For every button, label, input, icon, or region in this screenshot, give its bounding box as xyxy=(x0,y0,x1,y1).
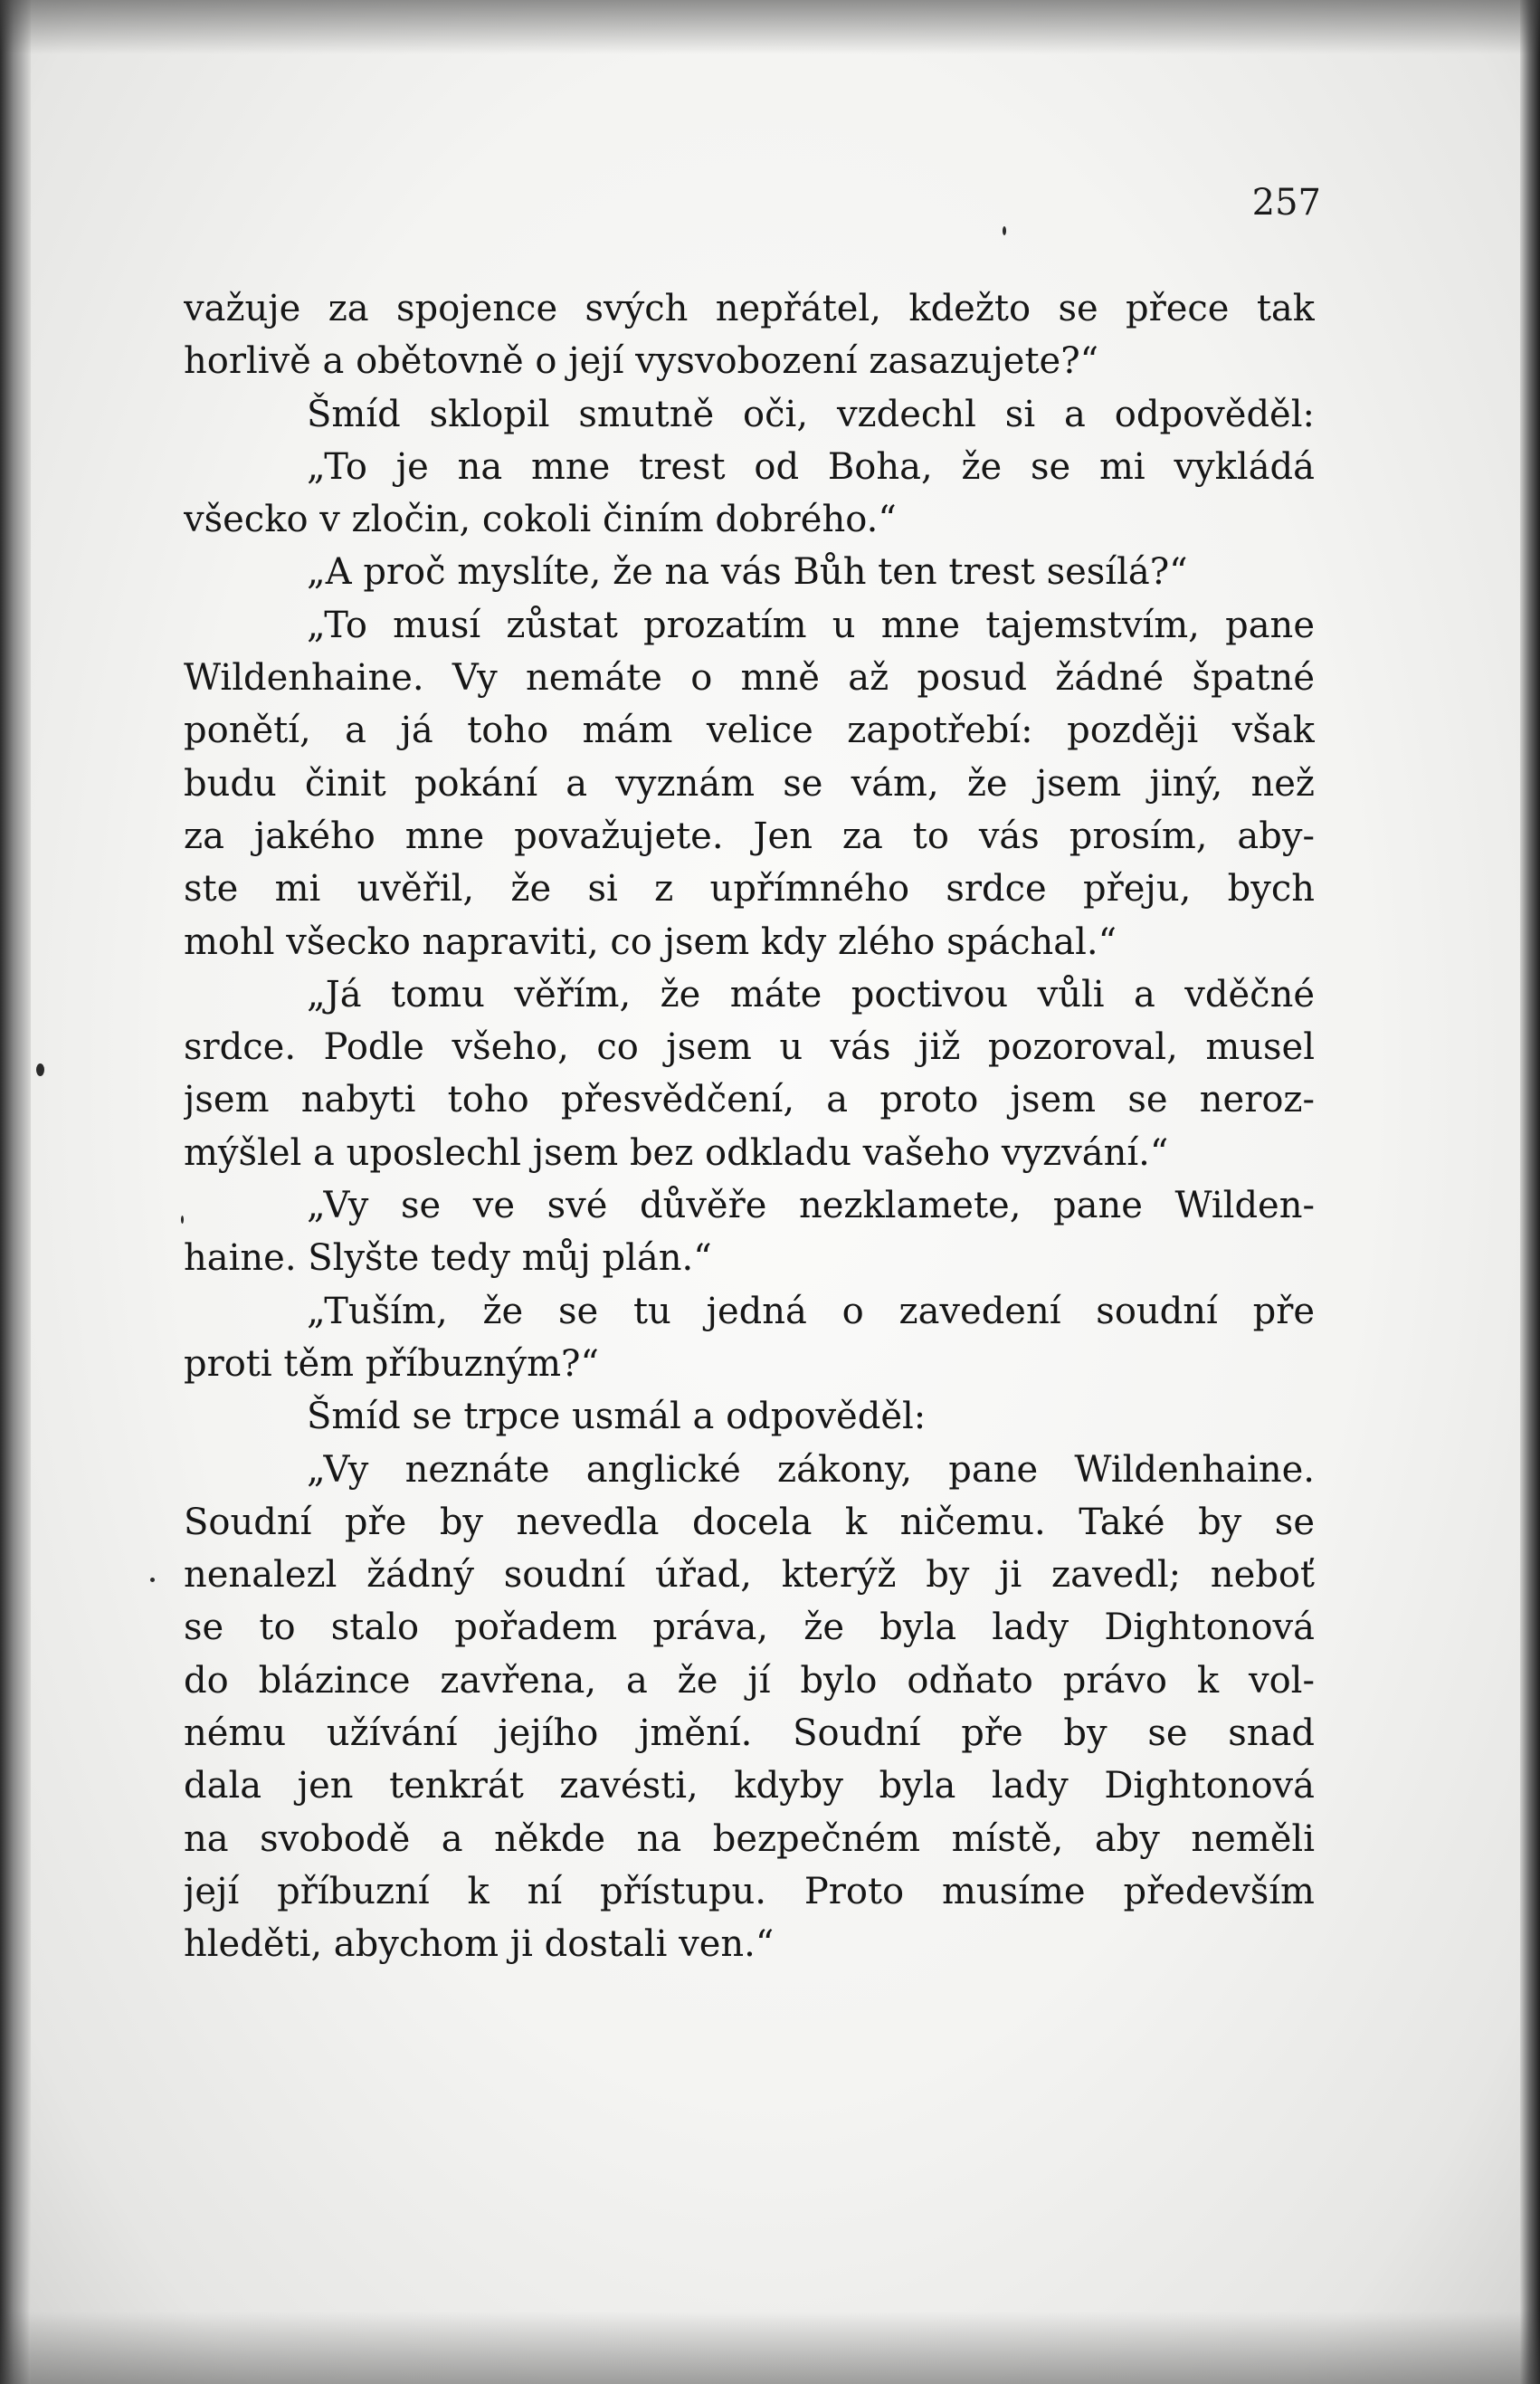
scan-speck xyxy=(150,1578,155,1582)
text-line: „A proč myslíte, že na vás Bůh ten trest sesílá?“ xyxy=(307,551,1188,594)
text-line: „Tuším, že se tu jedná o zavedení soudní pře xyxy=(307,1290,1315,1332)
text-line: jsem nabyti toho přesvědčení, a proto jsem se neroz- xyxy=(184,1079,1315,1121)
text-line: za jakého mne považujete. Jen za to vás prosím, aby- xyxy=(184,815,1315,857)
text-line: hleděti, abychom ji dostali ven.“ xyxy=(184,1923,775,1966)
text-line: haine. Slyšte tedy můj plán.“ xyxy=(184,1237,712,1280)
text-line: mohl všecko napraviti, co jsem kdy zlého spáchal.“ xyxy=(184,920,1117,963)
scan-speck xyxy=(36,1063,44,1076)
text-line: mýšlel a uposlechl jsem bez odkladu vašeho vyzvání.“ xyxy=(184,1131,1169,1174)
text-line: její příbuzní k ní přístupu. Proto musíme především xyxy=(184,1870,1315,1912)
text-line: dala jen tenkrát zavésti, kdyby byla lady Dightonová xyxy=(184,1765,1315,1807)
text-line: horlivě a obětovně o její vysvobození zasazujete?“ xyxy=(184,340,1099,383)
text-line: „To je na mne trest od Boha, že se mi vykládá xyxy=(307,445,1315,488)
text-line: do blázince zavřena, a že jí bylo odňato právo k vol- xyxy=(184,1659,1315,1702)
text-line: „Já tomu věřím, že máte poctivou vůli a vděčné xyxy=(307,973,1315,1016)
page-edge-shadow-bottom xyxy=(0,2312,1540,2384)
text-line: „To musí zůstat prozatím u mne tajemstvím, pane xyxy=(307,604,1315,646)
text-line: budu činit pokání a vyznám se vám, že jsem jiný, než xyxy=(184,762,1315,805)
text-line: važuje za spojence svých nepřátel, kdežto se přece tak xyxy=(184,288,1315,329)
scan-speck xyxy=(181,1216,184,1224)
text-line: nenalezl žádný soudní úřad, kterýž by ji zavedl; neboť xyxy=(184,1554,1315,1597)
text-line: ponětí, a já toho mám velice zapotřebí: později však xyxy=(184,710,1315,752)
text-line: na svobodě a někde na bezpečném místě, aby neměli xyxy=(184,1817,1315,1860)
text-line: Šmíd sklopil smutně oči, vzdechl si a odpověděl: xyxy=(307,393,1315,435)
text-line: nému užívání jejího jmění. Soudní pře by se snad xyxy=(184,1712,1315,1755)
body-text xyxy=(184,282,1315,1971)
page-edge-shadow-top xyxy=(0,0,1540,54)
text-line: proti těm příbuzným?“ xyxy=(184,1342,599,1385)
text-line: „Vy neznáte anglické zákony, pane Wildenhaine. xyxy=(307,1448,1315,1491)
page-number: 257 xyxy=(1251,182,1321,224)
text-line: se to stalo pořadem práva, že byla lady Dightonová xyxy=(184,1607,1315,1649)
text-line: všecko v zločin, cokoli činím dobrého.“ xyxy=(184,499,897,541)
text-line: Wildenhaine. Vy nemáte o mně až posud žádné špatné xyxy=(184,657,1315,700)
page-edge-shadow-right xyxy=(1520,0,1540,2384)
text-line: „Vy se ve své důvěře nezklamete, pane Wilden- xyxy=(307,1185,1315,1227)
scan-speck xyxy=(1003,226,1006,235)
text-line: Soudní pře by nevedla docela k ničemu. Také by se xyxy=(184,1501,1315,1543)
text-line: ste mi uvěřil, že si z upřímného srdce přeju, bych xyxy=(184,868,1315,911)
page-edge-shadow-left xyxy=(0,0,31,2384)
text-line: Šmíd se trpce usmál a odpověděl: xyxy=(307,1396,927,1438)
text-line: srdce. Podle všeho, co jsem u vás již pozoroval, musel xyxy=(184,1026,1315,1069)
